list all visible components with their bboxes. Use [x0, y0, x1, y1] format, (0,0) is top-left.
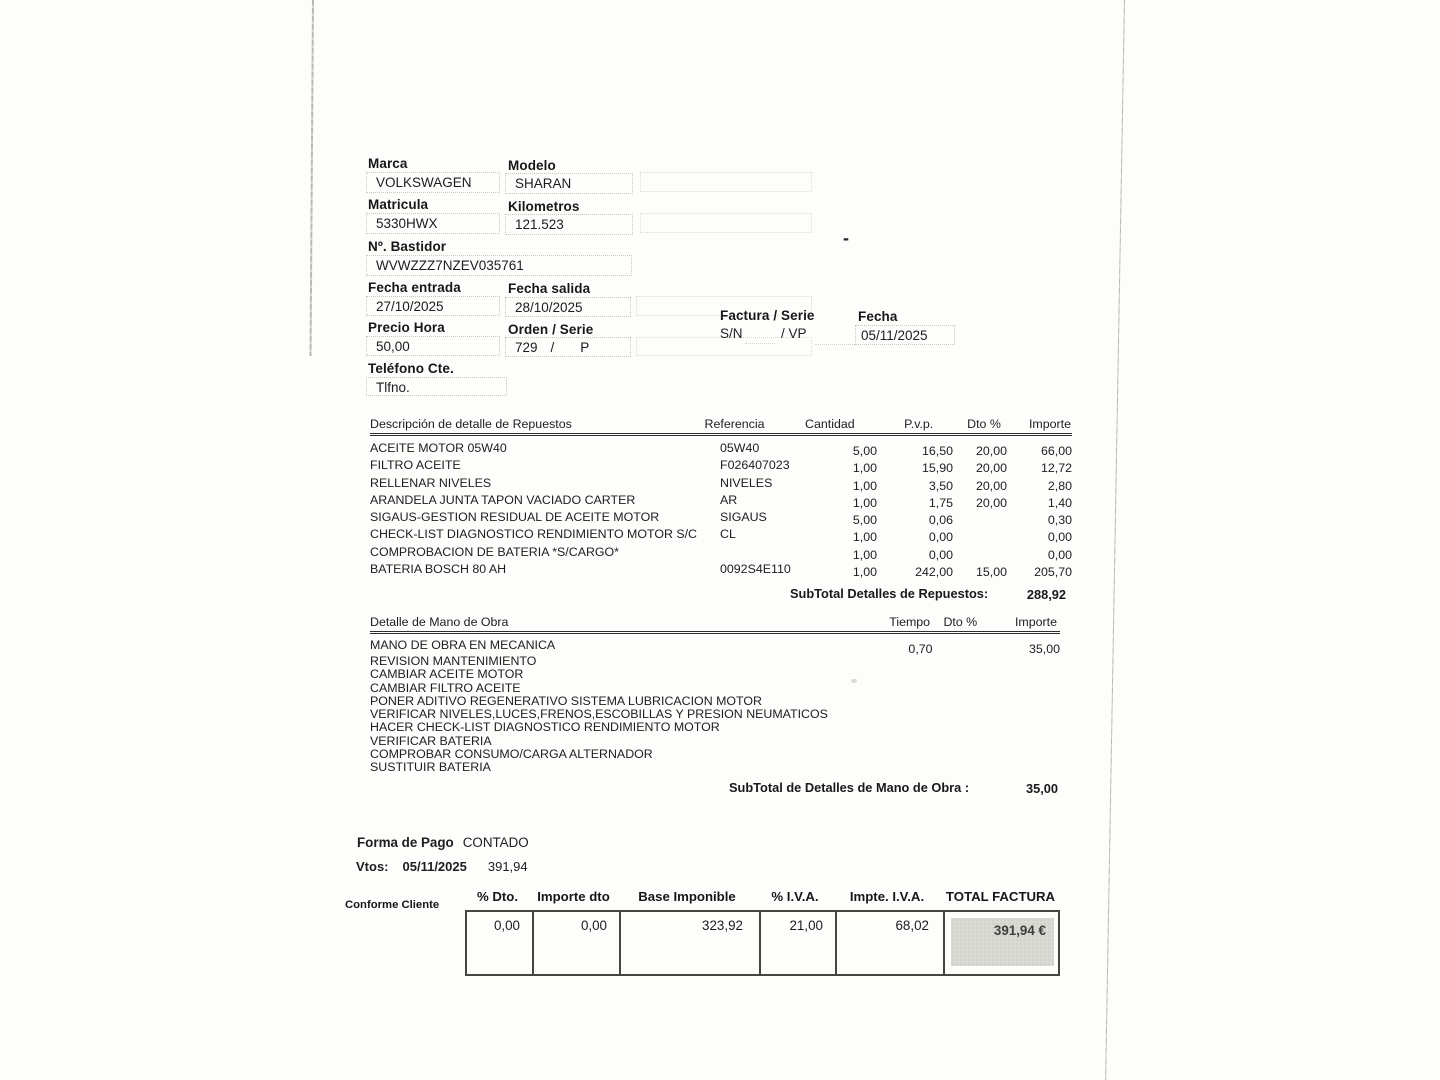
- orden-serie-slash: /: [550, 340, 555, 355]
- totals-header-total-factura: TOTAL FACTURA: [945, 889, 1056, 904]
- kilometros-field: 121.523: [505, 214, 633, 235]
- precio-hora-field: 50,00: [366, 336, 500, 356]
- totals-value-pct-iva: 21,00: [759, 912, 835, 974]
- dotted-underline: [745, 328, 775, 344]
- part-pvp: 0,06: [928, 513, 953, 528]
- parts-subtotal-label: SubTotal Detalles de Repuestos:: [790, 586, 989, 601]
- part-desc: ARANDELA JUNTA TAPON VACIADO CARTER: [370, 492, 636, 507]
- parts-table-header: [370, 417, 1072, 436]
- empty-field: [640, 213, 812, 233]
- part-importe: 0,30: [1047, 513, 1072, 528]
- dotted-underline: [815, 329, 857, 345]
- fecha-factura-field: 05/11/2025: [855, 325, 955, 345]
- part-cantidad: 1,00: [852, 565, 877, 580]
- labor-header-importe: Importe: [1014, 615, 1057, 629]
- part-cantidad: 1,00: [852, 547, 877, 562]
- part-ref: 05W40: [720, 441, 760, 455]
- part-dto: [953, 529, 1007, 546]
- fecha-entrada-field: 27/10/2025: [366, 296, 500, 316]
- part-pvp: 242,00: [915, 565, 953, 580]
- telefono-label: Teléfono Cte.: [368, 361, 454, 376]
- table-row: [370, 509, 1072, 526]
- part-pvp: 1,75: [928, 495, 953, 510]
- fecha-salida-label: Fecha salida: [508, 281, 591, 296]
- labor-line: PONER ADITIVO REGENERATIVO SISTEMA LUBRICACION MOTOR: [370, 693, 762, 708]
- part-ref: SIGAUS: [720, 510, 767, 525]
- forma-pago-row: [357, 835, 529, 850]
- table-row: [370, 440, 1072, 457]
- conforme-cliente-label: Conforme Cliente: [345, 899, 440, 911]
- labor-line: CAMBIAR FILTRO ACEITE: [370, 680, 521, 695]
- labor-dto: [936, 637, 991, 653]
- scan-artifact-line-right: [1105, 0, 1125, 1080]
- labor-header-desc: Detalle de Mano de Obra: [370, 615, 509, 629]
- fecha-entrada-label: Fecha entrada: [368, 280, 461, 295]
- factura-serie-value: / VP: [781, 326, 807, 341]
- part-desc: BATERIA BOSCH 80 AH: [370, 562, 507, 577]
- table-row: [370, 526, 1072, 543]
- orden-serie-label: Orden / Serie: [508, 322, 594, 337]
- part-dto: [953, 547, 1007, 564]
- part-desc: ACEITE MOTOR 05W40: [370, 441, 507, 455]
- part-cantidad: 1,00: [852, 478, 877, 493]
- labor-subtotal-value: 35,00: [1025, 781, 1058, 796]
- parts-table-body: [370, 436, 1072, 578]
- totals-value-dto: 0,00: [493, 918, 520, 933]
- totals-table: [465, 910, 1060, 976]
- bastidor-label: Nº. Bastidor: [368, 239, 447, 254]
- fecha-salida-field: 28/10/2025: [505, 297, 631, 317]
- part-ref: [720, 544, 815, 561]
- table-row: [370, 492, 1072, 509]
- marca-field: VOLKSWAGEN: [366, 172, 500, 193]
- totals-header-pct-iva: % I.V.A.: [771, 889, 819, 904]
- factura-serie-label: Factura / Serie: [720, 308, 815, 323]
- part-desc: SIGAUS-GESTION RESIDUAL DE ACEITE MOTOR: [370, 510, 660, 525]
- bastidor-field: WVWZZZ7NZEV035761: [366, 255, 632, 276]
- totals-header-importe-dto: Importe dto: [537, 889, 610, 904]
- labor-desc: MANO DE OBRA EN MECANICA: [370, 638, 556, 652]
- vtos-row: [356, 859, 528, 874]
- labor-tiempo: 0,70: [908, 642, 933, 656]
- totals-header-dto: % Dto.: [476, 889, 519, 904]
- modelo-field: SHARAN: [505, 173, 633, 194]
- parts-header-dto: Dto %: [967, 417, 1001, 431]
- parts-header-importe: Importe: [1028, 417, 1071, 431]
- table-row: [370, 457, 1072, 474]
- telefono-field: Tlfno.: [366, 377, 507, 396]
- labor-line: COMPROBAR CONSUMO/CARGA ALTERNADOR: [370, 747, 653, 762]
- vtos-label: Vtos:: [356, 859, 389, 874]
- part-desc: FILTRO ACEITE: [370, 458, 461, 473]
- part-pvp: 0,00: [928, 547, 953, 562]
- fecha-factura-label: Fecha: [858, 309, 898, 324]
- marca-label: Marca: [368, 156, 408, 171]
- labor-header-dto: Dto %: [943, 615, 978, 629]
- part-pvp: 15,90: [921, 461, 953, 476]
- totals-header-impte-iva: Impte. I.V.A.: [849, 889, 925, 904]
- orden-serie-field: [505, 337, 631, 357]
- forma-pago-value: CONTADO: [462, 835, 529, 850]
- parts-table: [370, 417, 1072, 578]
- labor-lines: [370, 655, 1060, 775]
- labor-subtotal-label: SubTotal de Detalles de Mano de Obra :: [729, 780, 970, 795]
- labor-line: VERIFICAR BATERIA: [370, 733, 492, 748]
- totals-value-base-imponible: 323,92: [619, 912, 759, 974]
- part-cantidad: 5,00: [852, 513, 877, 528]
- totals-cell-total: [943, 912, 1058, 974]
- kilometros-label: Kilometros: [508, 199, 580, 214]
- part-pvp: 0,00: [928, 530, 953, 545]
- part-importe: 66,00: [1040, 444, 1072, 458]
- scan-artifact-line-left: [310, 0, 314, 356]
- part-ref: F026407023: [720, 458, 790, 473]
- matricula-field: 5330HWX: [366, 213, 500, 234]
- parts-header-ref: Referencia: [704, 417, 765, 431]
- total-factura-value: 391,94 €: [951, 918, 1054, 966]
- part-importe: 12,72: [1040, 461, 1072, 476]
- part-desc: CHECK-LIST DIAGNOSTICO RENDIMIENTO MOTOR S/C: [370, 527, 698, 542]
- labor-importe: 35,00: [1029, 642, 1061, 656]
- parts-subtotal-value: 288,92: [1026, 587, 1066, 602]
- labor-line: REVISION MANTENIMIENTO: [370, 654, 537, 668]
- totals-value-importe-dto: 0,00: [532, 912, 619, 974]
- part-ref: NIVELES: [720, 475, 773, 490]
- part-cantidad: 5,00: [852, 444, 877, 458]
- labor-table-header: [370, 615, 1060, 634]
- table-row: [370, 561, 1072, 578]
- modelo-label: Modelo: [508, 158, 556, 173]
- labor-table: [370, 615, 1060, 775]
- part-dto: 15,00: [975, 565, 1007, 580]
- part-importe: 0,00: [1047, 530, 1072, 545]
- part-ref: CL: [720, 527, 736, 542]
- part-dto: 20,00: [975, 478, 1007, 493]
- empty-field: [640, 172, 812, 192]
- part-importe: 1,40: [1047, 495, 1072, 510]
- part-pvp: 16,50: [921, 444, 953, 458]
- part-cantidad: 1,00: [852, 530, 877, 545]
- labor-line: CAMBIAR ACEITE MOTOR: [370, 667, 524, 682]
- part-importe: 205,70: [1034, 565, 1072, 580]
- part-dto: 20,00: [975, 444, 1007, 458]
- labor-line: SUSTITUIR BATERIA: [370, 760, 491, 775]
- part-dto: [953, 512, 1007, 529]
- totals-header-row: [465, 889, 1060, 904]
- dash-mark: -: [843, 228, 849, 248]
- table-row: [370, 634, 1061, 656]
- totals-header-base-imponible: Base Imponible: [638, 889, 736, 904]
- table-row: [370, 475, 1072, 492]
- precio-hora-label: Precio Hora: [368, 320, 445, 335]
- vtos-importe: 391,94: [487, 859, 528, 874]
- labor-header-tiempo: Tiempo: [889, 615, 931, 629]
- matricula-label: Matricula: [368, 197, 429, 212]
- part-pvp: 3,50: [928, 478, 953, 493]
- part-desc: RELLENAR NIVELES: [370, 475, 492, 490]
- parts-header-desc: Descripción de detalle de Repuestos: [370, 417, 572, 431]
- orden-value: 729: [515, 340, 538, 355]
- part-importe: 0,00: [1047, 547, 1072, 562]
- labor-line: HACER CHECK-LIST DIAGNOSTICO RENDIMIENTO MOTOR: [370, 720, 720, 735]
- part-cantidad: 1,00: [852, 495, 877, 510]
- factura-numero: S/N: [720, 326, 743, 341]
- part-desc: COMPROBACION DE BATERIA *S/CARGO*: [370, 544, 620, 559]
- part-cantidad: 1,00: [852, 461, 877, 476]
- part-dto: 20,00: [975, 495, 1007, 510]
- totals-value-impte-iva: 68,02: [835, 912, 943, 974]
- part-dto: 20,00: [975, 461, 1007, 476]
- part-ref: AR: [720, 492, 738, 507]
- forma-pago-label: Forma de Pago: [357, 835, 454, 850]
- table-row: [370, 544, 1072, 561]
- part-ref: 0092S4E110: [720, 562, 791, 577]
- labor-line: VERIFICAR NIVELES,LUCES,FRENOS,ESCOBILLAS Y PRESION NEUMATICOS: [370, 707, 828, 722]
- parts-header-pvp: P.v.p.: [904, 417, 934, 431]
- serie-value: P: [580, 340, 590, 355]
- part-importe: 2,80: [1047, 478, 1072, 493]
- vtos-fecha: 05/11/2025: [402, 859, 467, 874]
- parts-header-cantidad: Cantidad: [805, 417, 855, 431]
